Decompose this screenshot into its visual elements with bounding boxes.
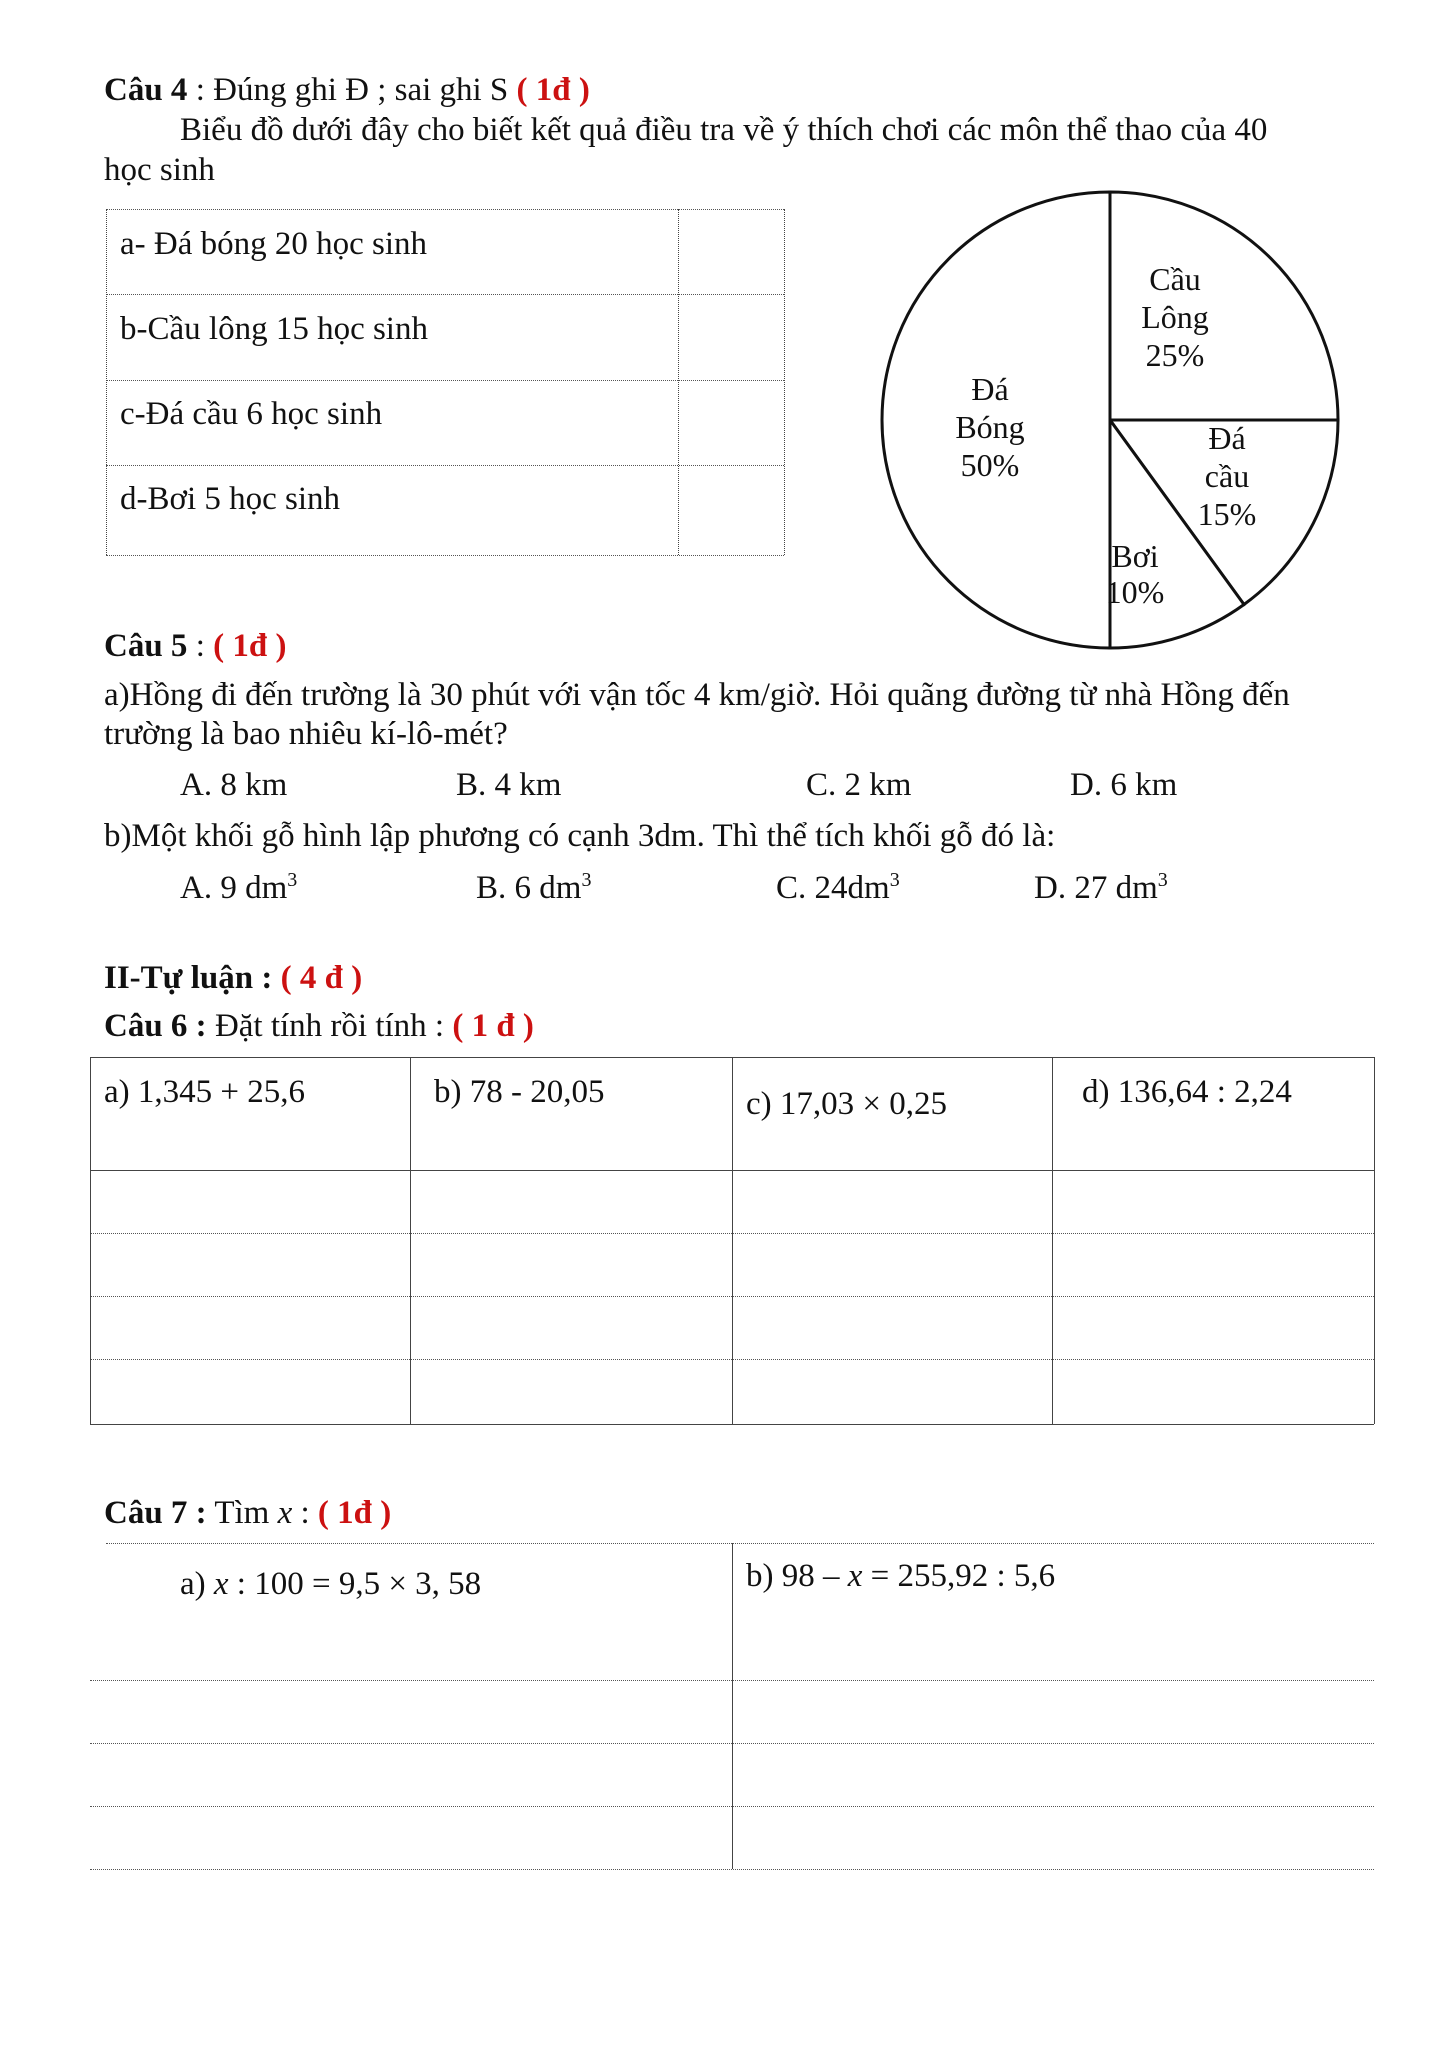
q7-table-border [90, 1869, 1374, 1870]
q5-title: Câu 5 [104, 628, 188, 664]
q4-answer-box-b[interactable] [680, 297, 782, 378]
q6-table-border [90, 1424, 1374, 1425]
q6-cell-a: a) 1,345 + 25,6 [104, 1074, 305, 1110]
pie-slice-label: Bóng [955, 409, 1025, 445]
q4-table-border [106, 380, 784, 381]
q4-table-border [678, 209, 679, 555]
q4-row-d: d-Bơi 5 học sinh [120, 481, 341, 517]
q4-table-border [106, 209, 107, 555]
q4-row-c: c-Đá cầu 6 học sinh [120, 396, 383, 432]
pie-slice-value-label: 10% [1105, 574, 1165, 610]
q5a-option-c[interactable]: C. 2 km [806, 767, 912, 803]
q7-heading [104, 1495, 391, 1531]
q7-variable: x [277, 1495, 293, 1531]
q6-title: Câu 6 : [104, 1008, 207, 1044]
q5a-text-line2: trường là bao nhiêu kí-lô-mét? [104, 716, 508, 752]
q6-table-border [90, 1057, 91, 1424]
q4-table-border [106, 555, 784, 556]
q4-answer-box-c[interactable] [680, 383, 782, 463]
q4-heading [104, 72, 590, 108]
pie-slice-value-label: 15% [1197, 496, 1257, 532]
q4-instruction: : Đúng ghi Đ ; sai ghi S [195, 72, 509, 108]
pie-slice-label: Lông [1141, 299, 1209, 335]
pie-slice-label: Đá [971, 371, 1009, 407]
q4-points: ( 1đ ) [516, 72, 590, 108]
q4-table-border [106, 294, 784, 295]
q4-title: Câu 4 [104, 72, 188, 108]
q6-table-border [1374, 1057, 1375, 1424]
q7-table-border [106, 1543, 1374, 1544]
q6-table-border [732, 1057, 733, 1424]
q7-points: ( 1đ ) [317, 1495, 392, 1531]
part2-heading [104, 960, 362, 996]
pie-slice-label: Cầu [1149, 261, 1201, 297]
pie-slice-label: Bơi [1111, 538, 1159, 574]
q7-equation-b: b) 98 – x = 255,92 : 5,6 [746, 1558, 1056, 1594]
q7-instruction: Tìm [206, 1495, 278, 1531]
q6-table-border [1052, 1057, 1053, 1424]
q4-row-b: b-Cầu lông 15 học sinh [120, 311, 428, 347]
q6-cell-c: c) 17,03 × 0,25 [746, 1086, 947, 1122]
q5b-option-c[interactable]: C. $24dm^3$ [776, 869, 900, 906]
q4-row-a: a- Đá bóng 20 học sinh [120, 226, 428, 262]
q4-answer-box-a[interactable] [680, 212, 782, 292]
q5a-option-d[interactable]: D. 6 km [1070, 767, 1178, 803]
pie-slice-value-label: 25% [1145, 337, 1205, 373]
q5-points: ( 1đ ) [213, 628, 287, 664]
q4-text-line1: Biểu đồ dưới đây cho biết kết quả điều tra về ý thích chơi các môn thể thao của 40 [180, 112, 1268, 148]
q4-table-border [106, 465, 784, 466]
q5-heading: Câu 5 : ( 1đ ) [104, 628, 287, 664]
q6-points: ( 1 đ ) [452, 1008, 534, 1044]
q7-table-border [732, 1543, 733, 1869]
q4-table-border [106, 209, 784, 210]
q5a-text-line1: a)Hồng đi đến trường là 30 phút với vận tốc 4 km/giờ. Hỏi quãng đường từ nhà Hồng đến [104, 677, 1290, 713]
pie-slice-label: cầu [1204, 458, 1250, 494]
q5b-option-b[interactable]: B. 6 $dm^3$ [476, 869, 592, 906]
q5b-option-a[interactable]: A. 9 $dm^3$ [180, 869, 298, 906]
q6-instruction: Đặt tính rồi tính : [206, 1008, 453, 1044]
q7-instruction-end: : [292, 1495, 318, 1531]
q5a-option-a[interactable]: A. 8 km [180, 767, 288, 803]
q5b-option-d[interactable]: D. 27 $dm^3$ [1034, 869, 1168, 906]
q4-text-line2: học sinh [104, 152, 215, 188]
q4-table-border [784, 209, 785, 555]
pie-chart [880, 190, 1350, 650]
q5a-option-b[interactable]: B. 4 km [456, 767, 562, 803]
q6-table-border [410, 1057, 411, 1424]
pie-slice-label: Đá [1208, 420, 1246, 456]
q7-equation-a: a) x : 100 = 9,5 × 3, 58 [180, 1566, 482, 1602]
q4-answer-box-d[interactable] [680, 468, 782, 553]
pie-slice-value-label: 50% [960, 447, 1020, 483]
part2-title: II-Tự luận : [104, 960, 273, 996]
q5b-text: b)Một khối gỗ hình lập phương có cạnh 3dm. Thì thể tích khối gỗ đó là: [104, 818, 1056, 854]
q7-title: Câu 7 : [104, 1495, 207, 1531]
q6-heading [104, 1008, 534, 1044]
part2-points: ( 4 đ ) [280, 960, 363, 996]
q6-cell-d: d) 136,64 : 2,24 [1082, 1074, 1292, 1110]
q6-cell-b: b) 78 - 20,05 [434, 1074, 605, 1110]
